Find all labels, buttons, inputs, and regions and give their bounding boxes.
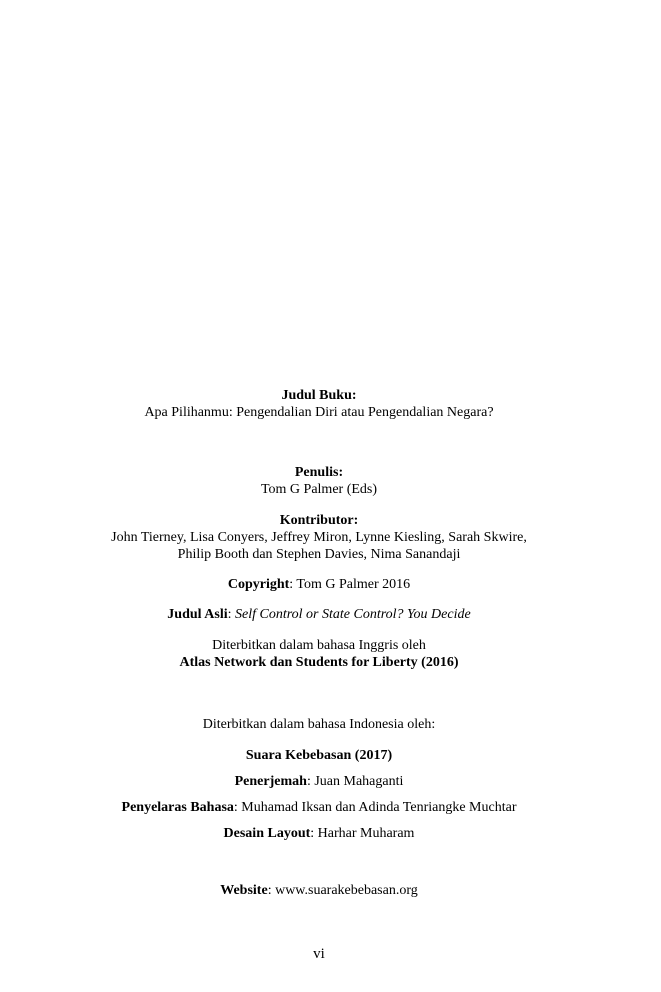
judul-asli-section bbox=[0, 606, 638, 623]
judul-asli-separator: : bbox=[227, 607, 236, 622]
penulis-section bbox=[0, 464, 638, 498]
desain-label: Desain Layout bbox=[223, 826, 311, 841]
judul-buku-value: Apa Pilihanmu: Pengendalian Diri atau Pengendalian Negara? bbox=[144, 405, 494, 420]
terbit-indonesia-section bbox=[0, 716, 638, 733]
penulis-value: Tom G Palmer (Eds) bbox=[260, 482, 378, 497]
judul-asli-label: Judul Asli bbox=[167, 607, 228, 622]
terbit-inggris-section bbox=[0, 637, 638, 671]
copyright-line bbox=[0, 576, 638, 593]
penyelaras-section bbox=[0, 799, 638, 816]
desain-section bbox=[0, 825, 638, 842]
kontributor-line-1: John Tierney, Lisa Conyers, Jeffrey Miron, Lynne Kiesling, Sarah Skwire, bbox=[111, 530, 527, 545]
kontributor-line-2: Philip Booth dan Stephen Davies, Nima Sanandaji bbox=[177, 547, 461, 562]
publisher-section bbox=[0, 747, 638, 764]
judul-buku-section bbox=[0, 387, 638, 421]
penyelaras-line bbox=[0, 799, 638, 816]
copyright-section bbox=[0, 576, 638, 593]
judul-asli-line bbox=[0, 606, 638, 623]
website-line bbox=[0, 882, 638, 899]
penerjemah-line bbox=[0, 773, 638, 790]
terbit-indonesia-line-1: Diterbitkan dalam bahasa Indonesia oleh: bbox=[202, 717, 436, 732]
kontributor-label: Kontributor: bbox=[279, 513, 359, 528]
copyright-label: Copyright bbox=[227, 577, 290, 592]
penyelaras-label: Penyelaras Bahasa bbox=[121, 800, 234, 815]
penyelaras-value: : Muhamad Iksan dan Adinda Tenriangke Muchtar bbox=[233, 800, 517, 815]
website-section bbox=[0, 882, 638, 899]
terbit-inggris-line-2: Atlas Network dan Students for Liberty (2016) bbox=[179, 655, 459, 670]
judul-buku-label: Judul Buku: bbox=[281, 388, 357, 403]
penulis-label: Penulis: bbox=[294, 465, 344, 480]
publisher-name: Suara Kebebasan (2017) bbox=[245, 748, 393, 763]
website-label: Website bbox=[220, 883, 268, 898]
website-value: : www.suarakebebasan.org bbox=[267, 883, 418, 898]
judul-asli-value: Self Control or State Control? You Decide bbox=[235, 607, 471, 622]
kontributor-section bbox=[0, 512, 638, 563]
desain-line bbox=[0, 825, 638, 842]
copyright-value: : Tom G Palmer 2016 bbox=[289, 577, 411, 592]
desain-value: : Harhar Muharam bbox=[310, 826, 415, 841]
penerjemah-value: : Juan Mahaganti bbox=[306, 774, 404, 789]
penerjemah-section bbox=[0, 773, 638, 790]
terbit-inggris-line-1: Diterbitkan dalam bahasa Inggris oleh bbox=[212, 638, 426, 653]
page-number: vi bbox=[313, 946, 325, 962]
penerjemah-label: Penerjemah bbox=[234, 774, 307, 789]
